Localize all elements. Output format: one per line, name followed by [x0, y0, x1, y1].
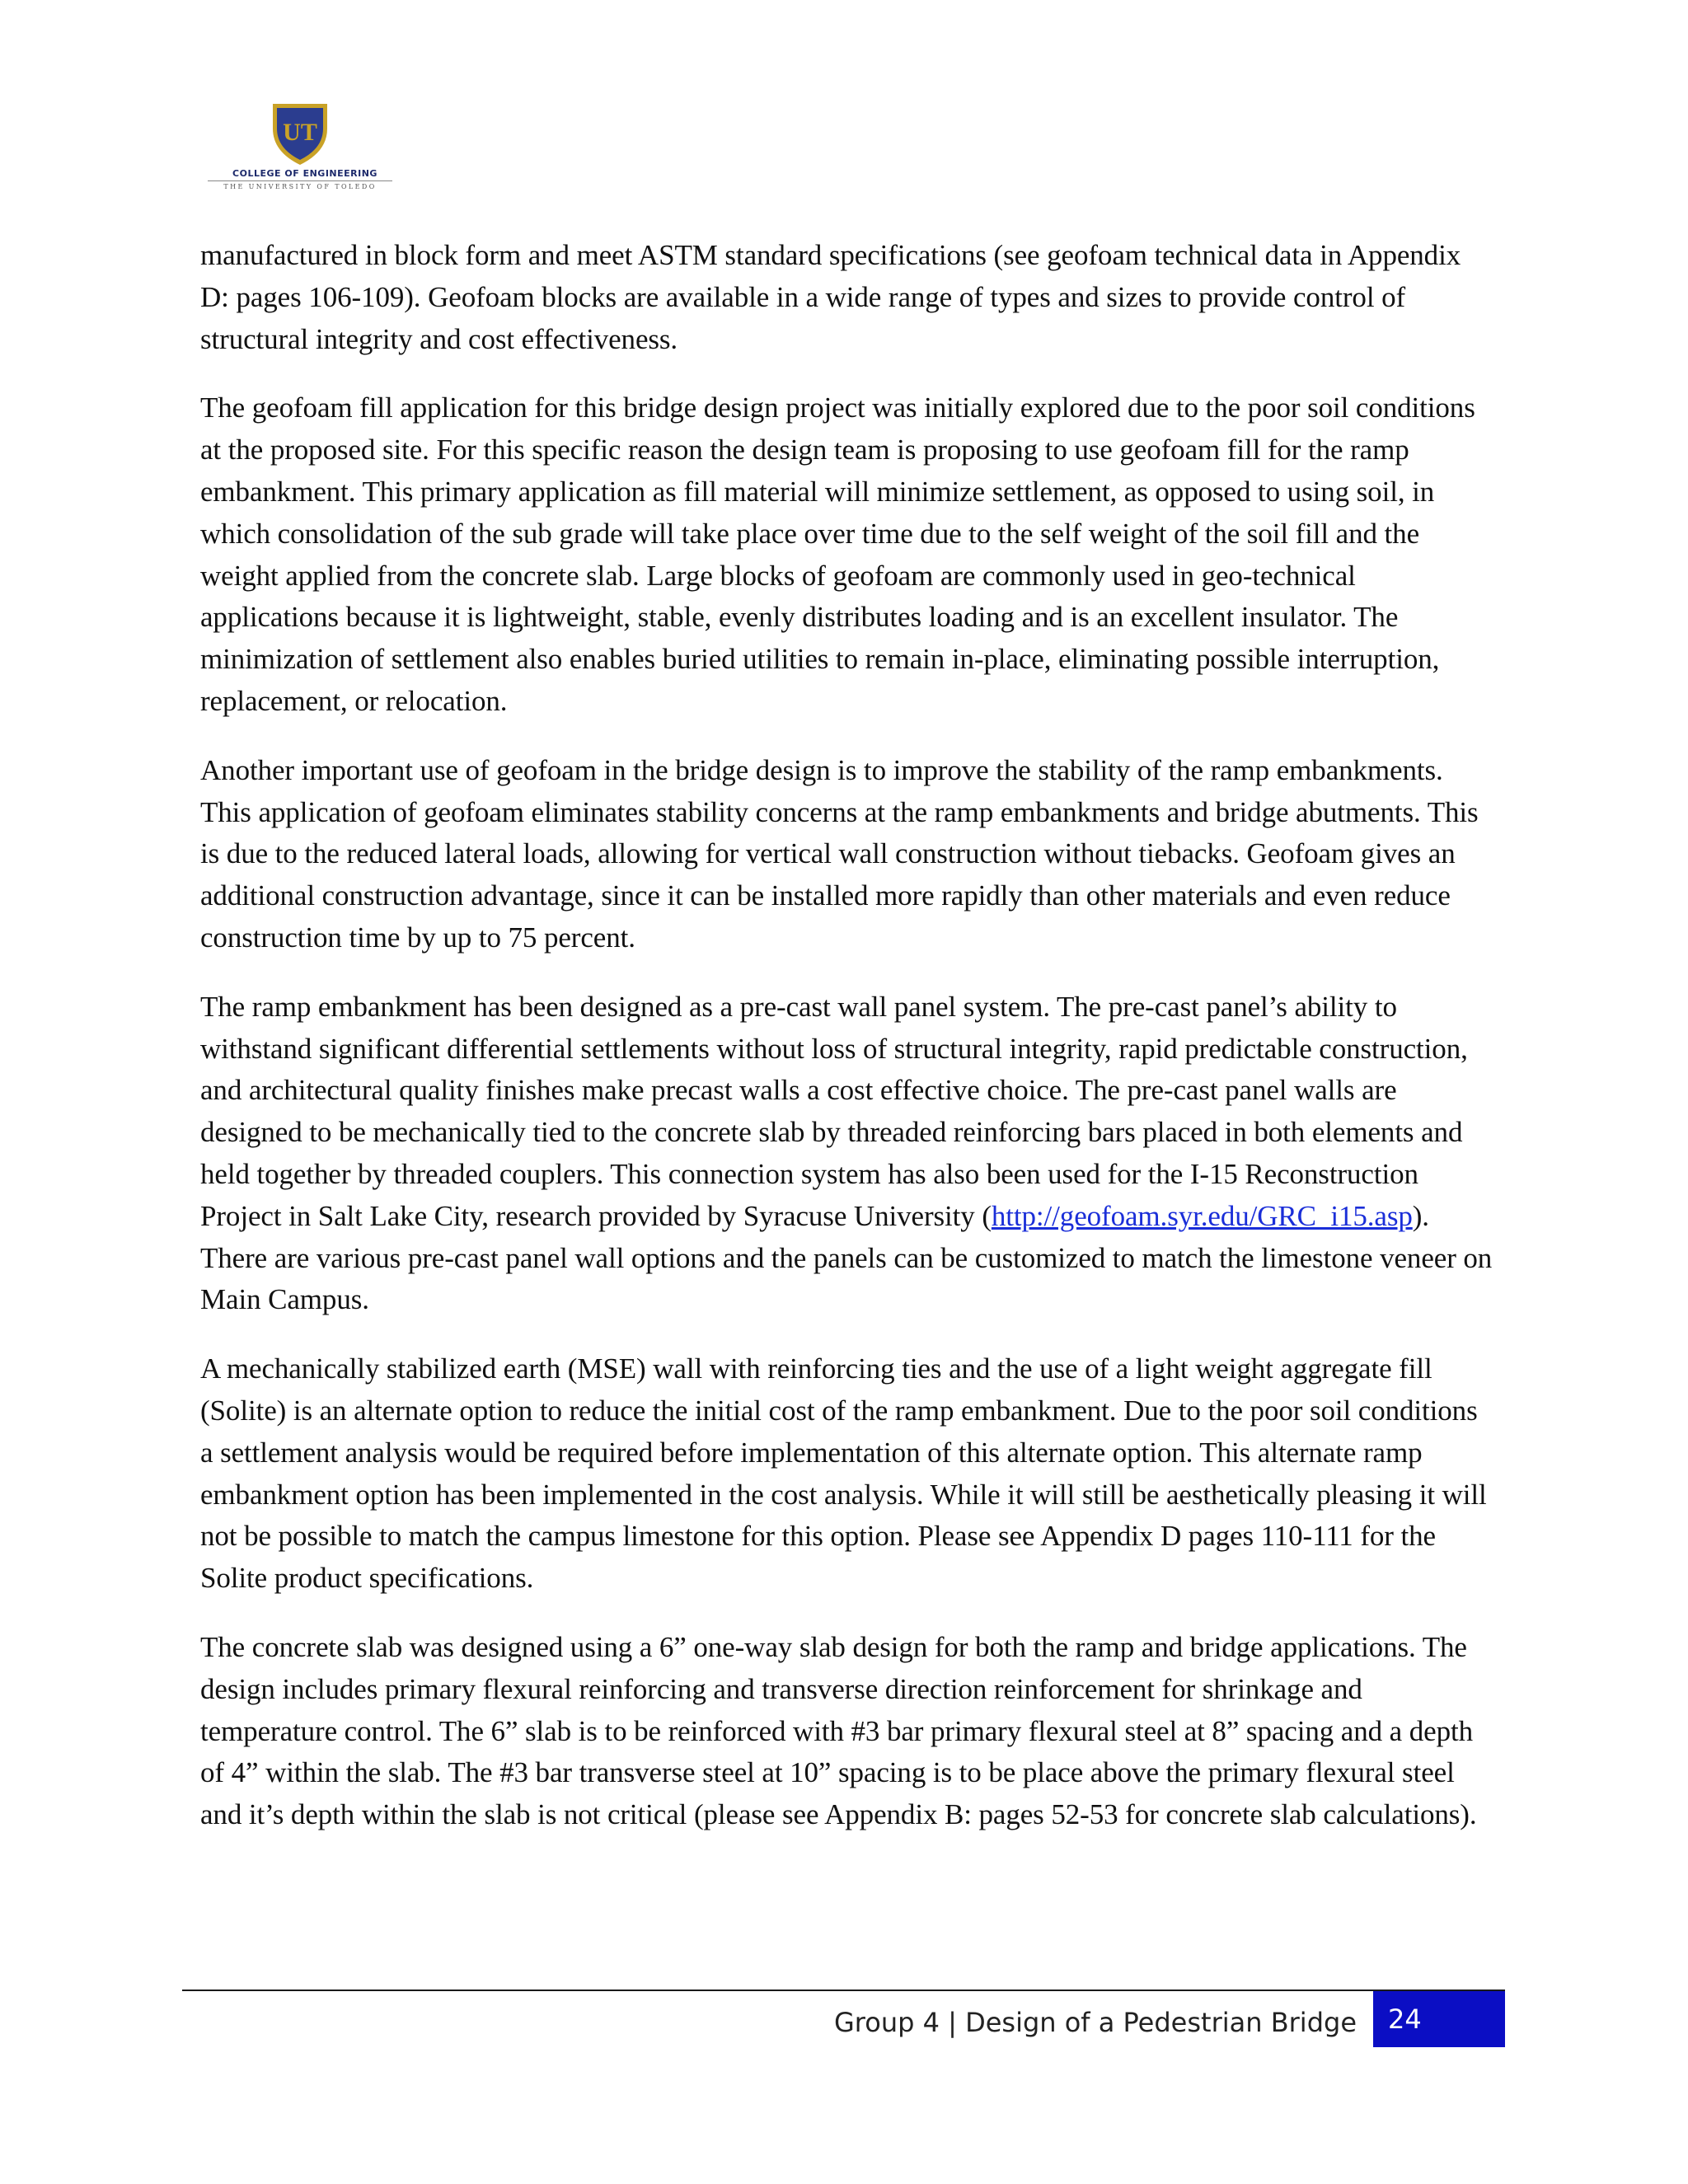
logo-college-name: COLLEGE OF ENGINEERING: [232, 168, 377, 179]
paragraph-concrete-slab: The concrete slab was designed using a 6” one-way slab design for both the ramp and bridge applications. The design includes primary flexural reinforcing and transverse direction reinforcement for shrinkage and temperature control. The 6” slab is to be reinforced with #3 bar primary flexural steel at 8” spacing and a depth of 4” within the slab. The #3 bar transverse steel at 10” spacing is to be place above the primary flexural steel and it’s depth within the slab is not critical (please see Appendix B: pages 52-53 for concrete slab calculations).: [200, 1630, 1477, 1831]
paragraph-geofoam-blocks: manufactured in block form and meet ASTM standard specifications (see geofoam technical data in Appendix D: pages 106-109). Geofoam blocks are available in a wide range of types and sizes to provide control of structural integrity and cost effectiveness.: [200, 239, 1461, 355]
paragraph-geofoam-fill: The geofoam fill application for this bridge design project was initially explored due to the poor soil conditions at the proposed site. For this specific reason the design team is proposing to use geofoam fill for the ramp embankment. This primary application as fill material will minimize settlement, as opposed to using soil, in which consolidation of the sub grade will take place over time due to the self weight of the soil fill and the weight applied from the concrete slab. Large blocks of geofoam are commonly used in geo-technical applications because it is lightweight, stable, evenly distributes loading and is an excellent insulator. The minimization of settlement also enables buried utilities to remain in-place, eliminating possible interruption, replacement, or relocation.: [200, 391, 1475, 717]
shield-icon: [204, 101, 396, 166]
logo-monogram: UT: [283, 119, 317, 146]
document-body: [200, 235, 1494, 1863]
page-number: 24: [1388, 2004, 1422, 2035]
logo-university-name: THE UNIVERSITY OF TOLEDO: [223, 183, 377, 190]
paragraph-text: The ramp embankment has been designed as a pre-cast wall panel system. The pre-cast panel’s ability to withstand significant differential settlements without loss of structural integrity, rapid predictable construction, and architectural quality finishes make precast walls a cost effective choice. The pre-cast panel walls are designed to be mechanically tied to the concrete slab by threaded reinforcing bars placed in both elements and held together by threaded couplers. This connection system has also been used for the I-15 Reconstruction Project in Salt Lake City, research provided by Syracuse University (: [200, 990, 1468, 1232]
paragraph-embankment-stability: Another important use of geofoam in the bridge design is to improve the stability of the ramp embankments. This application of geofoam eliminates stability concerns at the ramp embankments and bridge abutments. This is due to the reduced lateral loads, allowing for vertical wall construction without tiebacks. Geofoam gives an additional construction advantage, since it can be installed more rapidly than other materials and even reduce construction time by up to 75 percent.: [200, 753, 1479, 954]
college-logo: [204, 101, 396, 198]
paragraph-mse-wall: A mechanically stabilized earth (MSE) wall with reinforcing ties and the use of a light weight aggregate fill (Solite) is an alternate option to reduce the initial cost of the ramp embankment. Due to the poor soil conditions a settlement analysis would be required before implementation of this alternate option. This alternate ramp embankment option has been implemented in the cost analysis. While it will still be aesthetically pleasing it will not be possible to match the campus limestone for this option. Please see Appendix D pages 110-111 for the Solite product specifications.: [200, 1352, 1487, 1595]
logo-divider: [208, 180, 392, 181]
paragraph-text: ). There are various pre-cast panel wall options and the panels can be customized to match the limestone veneer on Main Campus.: [200, 1199, 1493, 1316]
paragraph-precast-wall: [200, 987, 1494, 1321]
geofoam-link[interactable]: http://geofoam.syr.edu/GRC_i15.asp: [991, 1199, 1413, 1232]
page-number-box: [1373, 1991, 1505, 2047]
footer-title: Group 4 | Design of a Pedestrian Bridge: [833, 2007, 1357, 2038]
footer-divider: [182, 1990, 1505, 1991]
